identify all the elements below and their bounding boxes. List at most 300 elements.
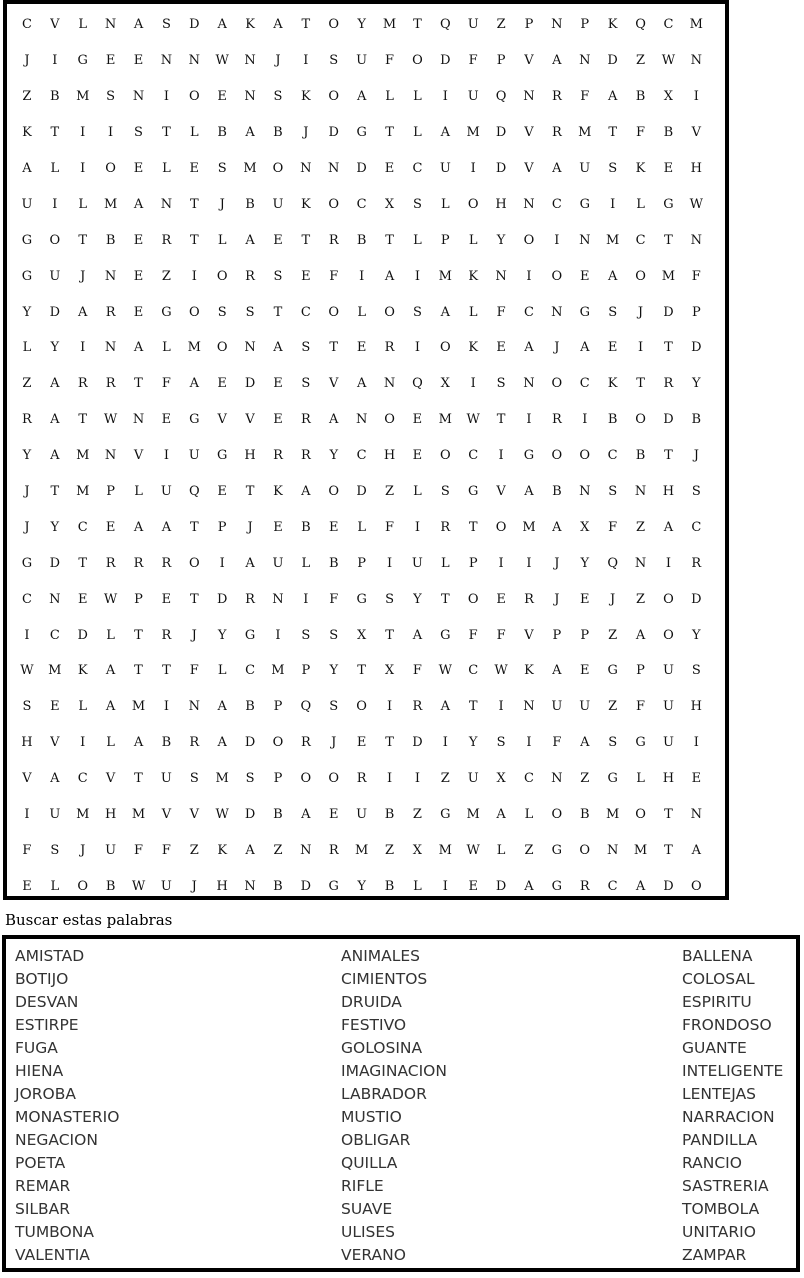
grid-letter: U <box>662 735 674 751</box>
word-list-item: FESTIVO <box>341 1016 407 1034</box>
grid-letter: E <box>77 591 88 607</box>
grid-letter: D <box>356 484 367 500</box>
grid-letter: M <box>187 340 201 356</box>
word-list-item: JOROBA <box>15 1085 76 1103</box>
grid-letter: G <box>189 412 200 428</box>
grid-letter: M <box>76 89 90 105</box>
grid-letter: T <box>189 232 199 248</box>
grid-letter: R <box>189 735 200 751</box>
grid-letter: A <box>635 627 646 643</box>
grid-letter: K <box>245 17 255 33</box>
grid-letter: O <box>635 268 646 284</box>
grid-letter: R <box>579 878 590 894</box>
grid-letter: O <box>328 89 340 105</box>
grid-letter: Y <box>217 627 227 643</box>
grid-letter: G <box>328 878 339 894</box>
grid-letter: B <box>245 699 255 715</box>
grid-letter: O <box>551 807 563 823</box>
grid-letter: N <box>634 555 647 571</box>
grid-letter: T <box>301 17 311 33</box>
grid-letter: F <box>385 53 395 69</box>
grid-letter: P <box>440 232 450 248</box>
grid-letter: O <box>467 196 479 212</box>
grid-letter: A <box>217 699 227 715</box>
grid-letter: A <box>691 842 702 858</box>
word-list-item: ESTIRPE <box>15 1016 79 1034</box>
grid-letter: U <box>467 89 479 105</box>
word-list-item: GUANTE <box>682 1039 747 1057</box>
grid-letter: N <box>244 878 256 894</box>
grid-letter: E <box>496 591 506 607</box>
grid-letter: Z <box>580 771 590 787</box>
word-list-item: ANIMALES <box>341 947 421 965</box>
grid-letter: Z <box>440 771 450 787</box>
grid-letter: E <box>607 340 618 356</box>
grid-letter: E <box>133 161 144 176</box>
grid-letter: A <box>133 17 144 33</box>
grid-letter: E <box>356 735 367 751</box>
grid-letter: J <box>637 304 644 320</box>
word-list-item: ULISES <box>341 1223 396 1241</box>
grid-letter: E <box>663 161 674 176</box>
letter-grid <box>13 4 711 899</box>
grid-letter: A <box>133 196 144 212</box>
grid-letter: E <box>133 53 144 69</box>
grid-letter: X <box>440 376 450 392</box>
grid-letter: N <box>579 484 591 500</box>
grid-letter: T <box>50 484 60 500</box>
grid-letter: I <box>163 448 169 464</box>
grid-letter: F <box>161 376 171 392</box>
grid-letter: K <box>468 340 479 356</box>
grid-letter: A <box>301 807 311 823</box>
grid-letter: I <box>470 161 476 176</box>
grid-letter: E <box>412 412 423 428</box>
grid-letter: C <box>21 17 32 33</box>
grid-letter: N <box>300 161 312 176</box>
grid-letter: B <box>217 125 227 141</box>
grid-letter: O <box>663 627 674 643</box>
grid-letter: E <box>189 161 200 176</box>
grid-letter: T <box>189 519 199 535</box>
grid-letter: E <box>580 663 590 679</box>
grid-letter: K <box>607 376 618 392</box>
grid-letter: V <box>524 53 534 69</box>
grid-letter: T <box>189 196 199 212</box>
grid-letter: X <box>663 89 674 105</box>
grid-letter: I <box>386 771 393 787</box>
grid-letter: N <box>188 699 200 715</box>
grid-letter: R <box>551 125 562 141</box>
grid-letter: D <box>189 17 200 33</box>
grid-letter: H <box>690 161 702 176</box>
grid-letter: R <box>161 232 172 248</box>
grid-letter: Z <box>22 89 32 105</box>
grid-letter: O <box>635 412 646 428</box>
grid-letter: G <box>635 735 646 751</box>
grid-letter: F <box>161 842 171 858</box>
grid-letter: C <box>412 161 423 176</box>
grid-letter: O <box>328 196 340 212</box>
grid-letter: R <box>105 555 116 571</box>
grid-letter: I <box>163 699 169 715</box>
grid-letter: Y <box>413 591 422 607</box>
grid-letter: G <box>244 627 256 643</box>
grid-letter: R <box>663 376 674 392</box>
grid-letter: R <box>551 412 562 428</box>
grid-letter: R <box>300 735 311 751</box>
grid-letter: L <box>50 161 60 176</box>
grid-letter: R <box>245 268 255 284</box>
grid-letter: A <box>356 89 367 105</box>
grid-letter: T <box>329 340 339 356</box>
grid-letter: I <box>303 53 309 69</box>
grid-letter: Y <box>50 519 60 535</box>
grid-letter: M <box>76 448 90 464</box>
grid-letter: R <box>524 591 534 607</box>
grid-letter: T <box>134 663 143 679</box>
grid-letter: A <box>133 519 144 535</box>
grid-letter: T <box>664 807 673 823</box>
grid-letter: I <box>665 555 671 571</box>
grid-letter: L <box>413 484 422 500</box>
grid-letter: E <box>328 519 339 535</box>
grid-letter: S <box>608 304 618 320</box>
grid-letter: H <box>244 448 256 464</box>
grid-letter: Q <box>412 376 423 392</box>
grid-letter: Z <box>524 842 534 858</box>
grid-letter: C <box>524 304 534 320</box>
grid-letter: R <box>412 699 423 715</box>
grid-letter: H <box>104 807 117 823</box>
grid-letter: I <box>442 878 448 894</box>
grid-letter: Q <box>607 555 618 571</box>
grid-letter: E <box>50 699 60 715</box>
grid-letter: N <box>523 699 535 715</box>
grid-letter: C <box>607 448 618 464</box>
word-list-item: VALENTIA <box>15 1246 90 1264</box>
grid-letter: A <box>273 17 283 33</box>
grid-letter: S <box>329 699 339 715</box>
grid-letter: T <box>440 591 450 607</box>
grid-letter: Q <box>439 17 451 33</box>
grid-letter: D <box>49 304 61 320</box>
grid-letter: L <box>301 555 311 571</box>
grid-letter: A <box>580 340 590 356</box>
grid-letter: N <box>244 89 256 105</box>
grid-letter: I <box>414 771 420 787</box>
grid-letter: B <box>691 412 702 428</box>
grid-letter: E <box>273 232 283 248</box>
grid-letter: V <box>50 17 60 33</box>
grid-letter: I <box>303 591 309 607</box>
grid-letter: N <box>244 53 256 69</box>
grid-letter: J <box>24 53 30 69</box>
grid-letter: L <box>413 878 422 894</box>
grid-letter: U <box>49 268 61 284</box>
grid-letter: L <box>78 699 88 715</box>
grid-letter: T <box>385 627 394 643</box>
grid-letter: G <box>356 125 367 141</box>
grid-letter: N <box>523 376 535 392</box>
grid-letter: J <box>554 591 560 607</box>
grid-letter: I <box>80 125 86 141</box>
grid-letter: L <box>78 17 88 33</box>
grid-letter: T <box>189 591 199 607</box>
grid-letter: N <box>132 89 145 105</box>
grid-letter: E <box>217 376 227 392</box>
grid-letter: W <box>689 196 703 212</box>
grid-letter: P <box>273 699 283 715</box>
grid-letter: B <box>50 89 60 105</box>
grid-letter: U <box>272 555 284 571</box>
grid-letter: Y <box>468 735 478 751</box>
grid-letter: L <box>524 807 534 823</box>
grid-letter: J <box>610 591 616 607</box>
grid-letter: A <box>245 232 255 248</box>
grid-letter: V <box>217 412 227 428</box>
grid-letter: A <box>412 627 423 643</box>
grid-letter: I <box>526 735 532 751</box>
grid-letter: T <box>162 663 171 679</box>
grid-letter: A <box>663 519 674 535</box>
grid-letter: H <box>383 448 396 464</box>
grid-letter: N <box>523 89 535 105</box>
grid-letter: B <box>552 484 562 500</box>
grid-letter: G <box>579 304 590 320</box>
grid-letter: Z <box>22 376 32 392</box>
grid-letter: O <box>439 448 451 464</box>
word-list-item: HIENA <box>15 1062 64 1080</box>
grid-letter: Y <box>496 232 506 248</box>
grid-letter: T <box>636 376 645 392</box>
grid-letter: G <box>663 196 674 212</box>
grid-letter: W <box>103 591 118 607</box>
grid-letter: O <box>635 807 646 823</box>
grid-letter: N <box>606 842 619 858</box>
grid-letter: Y <box>357 17 366 33</box>
grid-letter: F <box>496 304 506 320</box>
grid-letter: T <box>664 842 673 858</box>
grid-letter: G <box>21 268 33 284</box>
grid-letter: L <box>636 771 645 787</box>
grid-letter: T <box>134 376 143 392</box>
grid-letter: H <box>662 484 675 500</box>
grid-letter: I <box>219 555 225 571</box>
word-list-item: NEGACION <box>15 1131 98 1149</box>
grid-letter: T <box>496 412 506 428</box>
grid-letter: O <box>272 735 284 751</box>
grid-letter: T <box>134 627 143 643</box>
word-list-item: MONASTERIO <box>15 1108 120 1126</box>
grid-letter: L <box>357 304 366 320</box>
grid-letter: S <box>50 842 60 858</box>
grid-letter: N <box>188 53 200 69</box>
grid-letter: M <box>76 807 90 823</box>
grid-letter: A <box>440 304 450 320</box>
grid-letter: R <box>161 627 172 643</box>
grid-letter: F <box>468 627 478 643</box>
grid-letter: I <box>80 161 86 176</box>
grid-letter: S <box>189 771 199 787</box>
grid-letter: P <box>106 484 115 500</box>
grid-letter: F <box>580 89 590 105</box>
grid-letter: S <box>329 53 339 69</box>
grid-letter: Y <box>22 304 32 320</box>
grid-letter: X <box>384 196 395 212</box>
word-list-item: LENTEJAS <box>682 1085 757 1103</box>
grid-letter: N <box>495 268 507 284</box>
grid-letter: T <box>78 232 88 248</box>
grid-letter: D <box>495 125 507 141</box>
grid-letter: E <box>468 878 478 894</box>
grid-letter: E <box>22 878 32 894</box>
grid-letter: S <box>245 771 255 787</box>
grid-letter: W <box>438 663 452 679</box>
word-list-item: FRONDOSO <box>682 1016 772 1034</box>
grid-letter: M <box>438 412 452 428</box>
word-list-item: PANDILLA <box>682 1131 758 1149</box>
grid-letter: Z <box>496 17 506 33</box>
grid-letter: O <box>188 555 200 571</box>
grid-letter: E <box>273 376 283 392</box>
grid-letter: J <box>219 196 225 212</box>
grid-letter: D <box>440 53 451 69</box>
grid-letter: G <box>77 53 88 69</box>
grid-letter: I <box>554 232 560 248</box>
grid-letter: R <box>384 340 395 356</box>
grid-letter: A <box>105 699 116 715</box>
grid-letter: R <box>161 555 172 571</box>
grid-letter: Q <box>495 89 507 105</box>
grid-letter: E <box>273 412 283 428</box>
grid-letter: A <box>50 412 60 428</box>
grid-letter: C <box>245 663 256 679</box>
grid-letter: Z <box>412 807 422 823</box>
grid-letter: H <box>495 196 507 212</box>
grid-letter: U <box>439 161 451 176</box>
grid-letter: B <box>607 412 618 428</box>
grid-letter: E <box>105 519 116 535</box>
grid-letter: U <box>21 196 33 212</box>
grid-letter: A <box>301 484 311 500</box>
grid-letter: F <box>189 663 199 679</box>
grid-letter: U <box>467 771 479 787</box>
grid-letter: A <box>217 17 227 33</box>
grid-letter: O <box>523 232 535 248</box>
grid-letter: C <box>77 771 88 787</box>
grid-letter: L <box>385 89 394 105</box>
grid-letter: U <box>356 53 368 69</box>
grid-letter: E <box>691 771 702 787</box>
grid-letter: C <box>77 519 88 535</box>
grid-letter: T <box>78 412 88 428</box>
grid-letter: Y <box>580 555 590 571</box>
grid-letter: E <box>412 448 423 464</box>
grid-letter: E <box>273 519 283 535</box>
grid-letter: B <box>245 196 255 212</box>
grid-letter: T <box>134 771 143 787</box>
word-list-item: VERANO <box>341 1246 406 1264</box>
grid-letter: O <box>272 161 284 176</box>
grid-letter: A <box>245 842 255 858</box>
grid-letter: A <box>50 376 60 392</box>
grid-letter: N <box>132 412 145 428</box>
grid-letter: I <box>610 196 616 212</box>
grid-letter: Z <box>608 627 618 643</box>
grid-letter: R <box>245 591 255 607</box>
grid-letter: V <box>133 448 144 464</box>
grid-letter: U <box>579 161 591 176</box>
grid-letter: O <box>188 89 200 105</box>
grid-letter: A <box>440 125 450 141</box>
grid-letter: S <box>301 627 311 643</box>
grid-letter: O <box>663 591 674 607</box>
grid-letter: T <box>664 448 673 464</box>
word-list-item: INTELIGENTE <box>682 1062 784 1080</box>
grid-letter: I <box>52 196 58 212</box>
grid-letter: C <box>607 878 618 894</box>
grid-letter: K <box>273 484 283 500</box>
grid-letter: W <box>466 412 480 428</box>
grid-letter: O <box>551 376 563 392</box>
grid-letter: A <box>105 663 116 679</box>
grid-letter: G <box>161 304 172 320</box>
grid-letter: D <box>691 591 702 607</box>
grid-letter: S <box>161 17 171 33</box>
grid-letter: N <box>690 232 702 248</box>
grid-letter: E <box>161 591 172 607</box>
grid-letter: U <box>551 699 563 715</box>
grid-letter: S <box>273 89 283 105</box>
grid-letter: A <box>580 735 590 751</box>
grid-letter: F <box>329 268 339 284</box>
grid-letter: F <box>412 663 422 679</box>
grid-letter: V <box>524 161 534 176</box>
grid-letter: P <box>134 591 143 607</box>
grid-letter: A <box>524 878 534 894</box>
grid-letter: M <box>131 699 146 715</box>
grid-letter: R <box>356 771 367 787</box>
grid-letter: I <box>359 268 365 284</box>
grid-letter: X <box>384 663 395 679</box>
grid-letter: X <box>580 519 590 535</box>
grid-letter: Z <box>385 842 395 858</box>
grid-letter: O <box>216 340 228 356</box>
grid-letter: O <box>49 232 61 248</box>
grid-letter: P <box>524 17 534 33</box>
grid-letter: P <box>468 555 478 571</box>
grid-letter: J <box>191 878 197 894</box>
grid-letter: F <box>608 519 618 535</box>
grid-letter: C <box>691 519 702 535</box>
grid-letter: U <box>188 448 200 464</box>
grid-letter: L <box>134 484 143 500</box>
letter-grid-frame <box>3 0 729 900</box>
grid-letter: O <box>439 340 451 356</box>
grid-letter: K <box>217 842 228 858</box>
grid-letter: L <box>50 878 60 894</box>
grid-letter: B <box>105 232 116 248</box>
grid-letter: R <box>77 376 88 392</box>
grid-letter: C <box>524 771 534 787</box>
grid-letter: Z <box>189 842 199 858</box>
grid-letter: Q <box>300 699 312 715</box>
grid-letter: A <box>524 484 534 500</box>
word-list-item: MUSTIO <box>341 1108 402 1126</box>
grid-letter: L <box>217 232 227 248</box>
grid-letter: J <box>275 53 281 69</box>
